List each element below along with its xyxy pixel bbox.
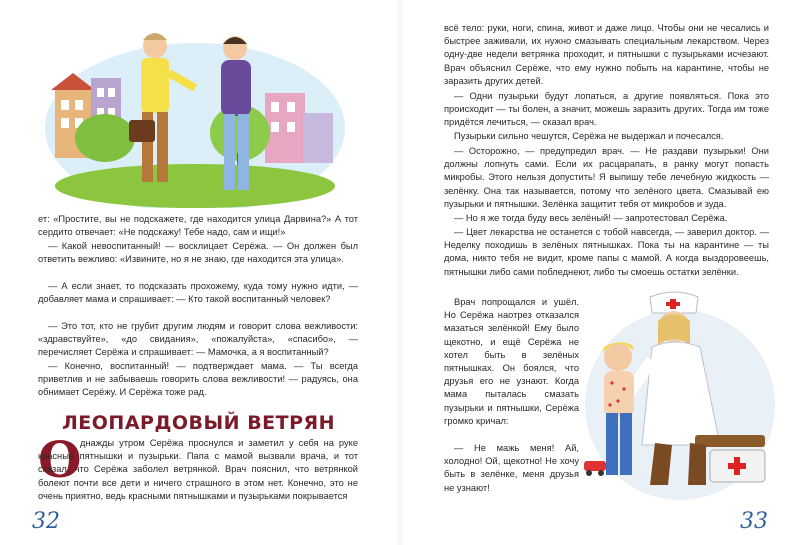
paragraph-3: — А если знает, то подсказать прохожему, куда тому нужно идти, — добавляет мама и спрашивает: — Кто такой воспитанный человек? xyxy=(38,281,358,305)
dropcap-letter: О xyxy=(38,430,82,489)
paragraph-13: — Не мажь меня! Ай, холодно! Ой, щекотно! Не хочу быть в зелёнке, меня друзья не узнают! xyxy=(444,443,579,493)
paragraph-2: — Какой невоспитанный! — восклицает Серёжа. — Он должен был ответить вежливо: «Извините, но я не знаю, где находится эта улица». xyxy=(38,241,358,265)
page-number-right: 33 xyxy=(740,509,768,534)
doctor-illustration xyxy=(580,285,780,505)
paragraph-12: Врач попрощался и ушёл. Но Серёжа наотрез отказался мазаться зелёнкой! Ему было щекотно, и ещё Серёжа не хотел быть в зелёных пятнышках. Он боялся, что друзья его не узнают. Когда мама пыталась смазать пузырьки и пятнышки, Серёжа громко кричал: xyxy=(444,297,579,426)
right-page xyxy=(400,0,800,545)
page-number-left: 32 xyxy=(32,509,60,534)
paragraph-6: всё тело: руки, ноги, спина, живот и даже лицо. Чтобы они не чесались и быстрее заживали, их нужно смазывать специальным лекарством. Через одну-две недели ветрянка проходит, и пятнышки с пузырьками исчезают. Врач объяснил Серёже, что ему нужно побыть на карантине, чтобы не заразить других детей. xyxy=(444,23,769,86)
paragraph-8: Пузырьки сильно чешутся, Серёжа не выдержал и почесался. xyxy=(454,131,724,141)
street-illustration xyxy=(45,18,355,208)
story-paragraph: днажды утром Серёжа проснулся и заметил у себя на руке красные пятнышки и пузырьки. Папа с мамой вызвали врача, и тот сказал, что Серёжа заболел ветрянкой. Врач пояснил, что ветрянкой болеют почти все дети и ничего страшного в этом нет. Конечно, это не очень приятно, ведь красными пятнышками и пузырьками покрывается xyxy=(38,438,358,501)
chapter-heading: ЛЕОПАРДОВЫЙ ВЕТРЯН xyxy=(62,412,336,434)
paragraph-7: — Одни пузырьки будут лопаться, а другие появляться. Пока это происходит — ты болен, а значит, можешь заразить других. Тогда им тоже придётся лечиться, — сказал врач. xyxy=(444,91,769,128)
paragraph-10: — Но я же тогда буду весь зелёный! — запротестовал Серёжа. xyxy=(454,213,728,223)
paragraph-11: — Цвет лекарства не останется с тобой навсегда, — заверил доктор. — Неделку походишь в зелёных пятнышках. Пока ты на карантине — ты дома, никто тебя не видит, кроме папы с мамой. А когда выздоровеешь, пятнышки либо сами побледнеют, либо ты смоешь остатки зелёнки. xyxy=(444,227,769,277)
paragraph-9: — Осторожно, — предупредил врач. — Не раздави пузырьки! Они должны лопнуть сами. Если их расцарапать, в ранку могут попасть микробы. Этого нельзя допустить! Я выпишу тебе лечебную жидкость — зелёнку. Она так называется, потому что зелёного цвета. Смазывай ею пузырьки и пятнышки. Зелёнка защитит тебя от микробов и зуда. xyxy=(444,146,769,209)
paragraph-4: — Это тот, кто не грубит другим людям и говорит слова вежливости: «здравствуйте», «до свидания», «пожалуйста», «спасибо», — перечисляет Серёжа и спрашивает: — Мамочка, а я воспитанный? xyxy=(38,321,358,358)
paragraph-5: — Конечно, воспитанный! — подтверждает мама. — Ты всегда приветлив и не забываешь говорить слова вежливости! — радуясь, она обнимает Серёжу. И Серёжа тоже рад. xyxy=(38,361,358,398)
paragraph-1: ет: «Простите, вы не подскажете, где находится улица Дарвина?» А тот сердито отвечает: «Не подскажу! Тебе надо, сам и ищи!» xyxy=(38,214,358,238)
